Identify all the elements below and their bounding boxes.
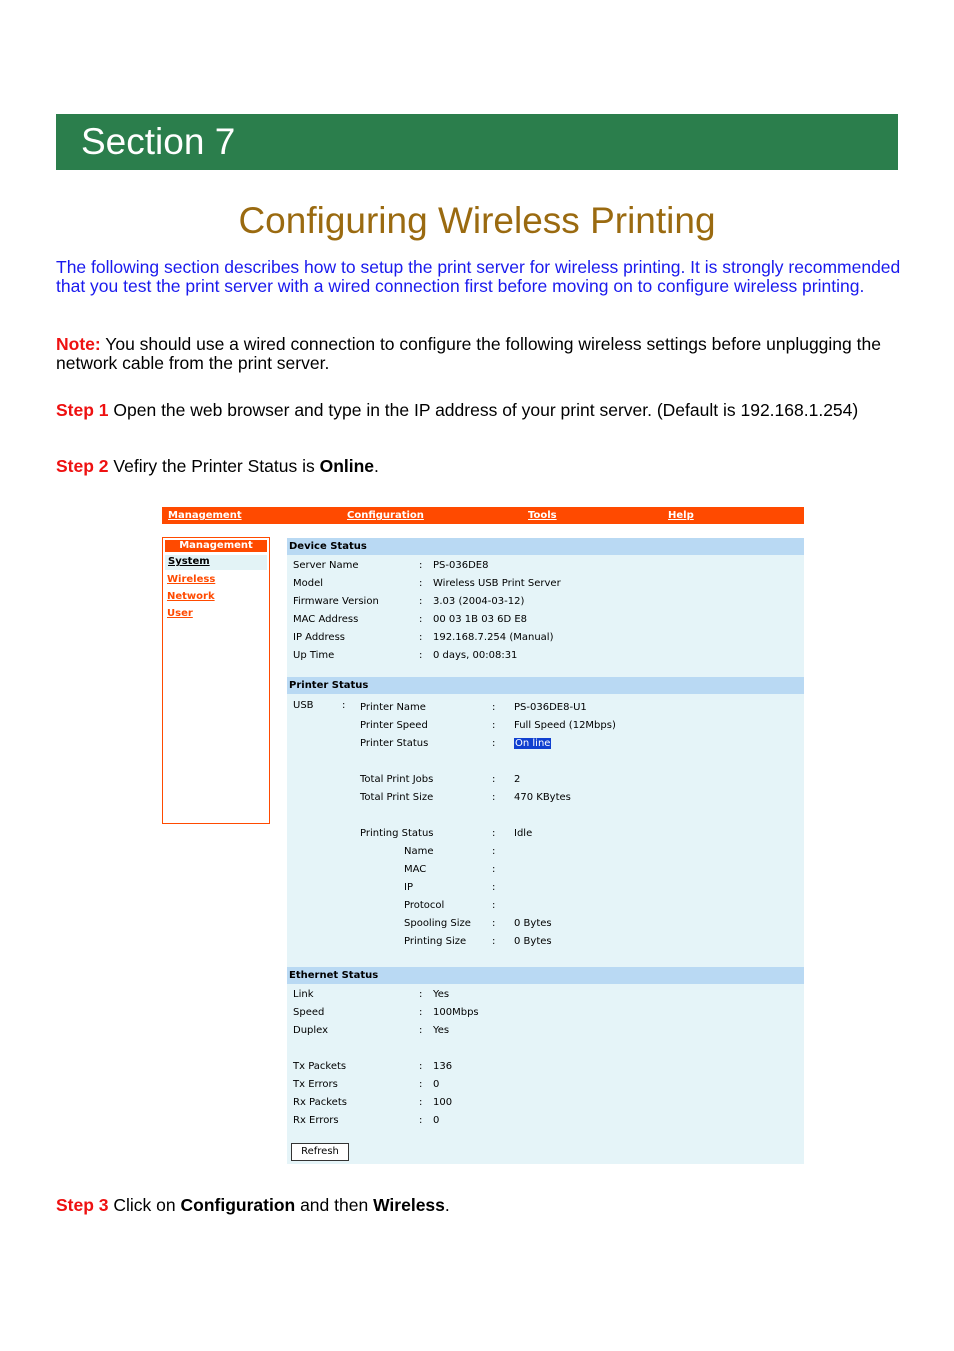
- sidebar-header: Management: [165, 540, 267, 552]
- nav-management[interactable]: Management: [168, 510, 242, 521]
- device-sep: :: [419, 614, 423, 625]
- step-3-bold-2: Wireless: [373, 1195, 445, 1215]
- step-2-end: .: [374, 456, 379, 476]
- step-1-label: Step 1: [56, 400, 109, 420]
- printing-sub-sep: :: [492, 936, 496, 947]
- printing-sub-label: Printing Size: [404, 936, 467, 947]
- step-2-label: Step 2: [56, 456, 109, 476]
- device-label: IP Address: [293, 632, 345, 643]
- printer-sep: :: [492, 792, 496, 803]
- ethernet-sep: :: [419, 1097, 423, 1108]
- ethernet-sep: :: [419, 1025, 423, 1036]
- step-3-text-2: and then: [295, 1195, 374, 1215]
- printer-value: 470 KBytes: [514, 792, 571, 803]
- step-3: [56, 1196, 906, 1215]
- device-sep: :: [419, 650, 423, 661]
- note-text: You should use a wired connection to configure the following wireless settings before unplugging the network cable from the print server.: [56, 334, 881, 373]
- ethernet-label: Rx Packets: [293, 1097, 347, 1108]
- step-1-text: Open the web browser and type in the IP address of your print server. (Default is 192.168.1.254): [108, 400, 859, 420]
- ethernet-status-header: Ethernet Status: [287, 967, 804, 984]
- ethernet-sep: :: [419, 1115, 423, 1126]
- ethernet-sep: :: [419, 1061, 423, 1072]
- device-label: Up Time: [293, 650, 335, 661]
- printing-sub-sep: :: [492, 846, 496, 857]
- step-2-bold: Online: [319, 456, 375, 476]
- device-sep: :: [419, 578, 423, 589]
- sidebar-item-system[interactable]: System: [165, 555, 267, 570]
- device-label: Model: [293, 578, 324, 589]
- section-label: Section 7: [81, 121, 236, 162]
- ethernet-label: Tx Errors: [293, 1079, 338, 1090]
- top-nav: [162, 507, 804, 524]
- sidebar-item-network[interactable]: Network: [167, 591, 215, 602]
- printer-label: Printer Name: [360, 702, 426, 713]
- printer-sep: :: [492, 702, 496, 713]
- device-value: PS-036DE8: [433, 560, 489, 571]
- online-highlight: On line: [515, 738, 551, 749]
- ethernet-label: Link: [293, 989, 314, 1000]
- ethernet-sep: :: [419, 989, 423, 1000]
- ethernet-label: Speed: [293, 1007, 325, 1018]
- ethernet-value: Yes: [433, 989, 450, 1000]
- printer-status-header: Printer Status: [287, 677, 804, 694]
- device-status-header: Device Status: [287, 538, 804, 555]
- ethernet-value: Yes: [433, 1025, 450, 1036]
- ethernet-value: 100: [433, 1097, 453, 1108]
- nav-help[interactable]: Help: [668, 510, 694, 521]
- step-2: [56, 457, 906, 476]
- ethernet-value: 136: [433, 1061, 453, 1072]
- step-1: [56, 401, 906, 420]
- printer-value: Full Speed (12Mbps): [514, 720, 616, 731]
- ethernet-label: Duplex: [293, 1025, 329, 1036]
- printer-label: Printer Speed: [360, 720, 428, 731]
- printing-sub-sep: :: [492, 918, 496, 929]
- printing-sub-sep: :: [492, 864, 496, 875]
- sidebar-item-wireless[interactable]: Wireless: [167, 574, 216, 585]
- printing-sub-sep: :: [492, 882, 496, 893]
- device-value: Wireless USB Print Server: [433, 578, 561, 589]
- device-sep: :: [419, 560, 423, 571]
- device-label: Firmware Version: [293, 596, 379, 607]
- status-panel: [287, 538, 804, 1164]
- printer-status-value: [514, 737, 551, 750]
- ethernet-value: 0: [433, 1079, 440, 1090]
- printer-sep: :: [492, 774, 496, 785]
- printing-sub-label: Spooling Size: [404, 918, 471, 929]
- printer-label: Printer Status: [360, 738, 429, 749]
- ethernet-value: 100Mbps: [433, 1007, 479, 1018]
- printer-port-label: USB: [293, 700, 314, 711]
- printer-label: Printing Status: [360, 828, 434, 839]
- ethernet-label: Rx Errors: [293, 1115, 339, 1126]
- step-3-bold-1: Configuration: [180, 1195, 296, 1215]
- device-sep: :: [419, 596, 423, 607]
- printing-sub-label: IP: [404, 882, 413, 893]
- note-label: Note:: [56, 334, 101, 354]
- note-paragraph: [56, 335, 906, 373]
- intro-paragraph: The following section describes how to setup the print server for wireless printing. It is strongly recommended that you test the print server with a wired connection first before moving on to configure wireless printing.: [56, 257, 901, 296]
- device-value: 3.03 (2004-03-12): [433, 596, 525, 607]
- device-label: MAC Address: [293, 614, 359, 625]
- page-title: Configuring Wireless Printing: [238, 200, 716, 241]
- printer-value: PS-036DE8-U1: [514, 702, 587, 713]
- printing-sub-label: Protocol: [404, 900, 445, 911]
- printing-sub-label: MAC: [404, 864, 427, 875]
- ethernet-sep: :: [419, 1079, 423, 1090]
- step-3-end: .: [444, 1195, 450, 1215]
- printing-sub-sep: :: [492, 900, 496, 911]
- refresh-button[interactable]: Refresh: [291, 1143, 349, 1161]
- step-3-label: Step 3: [56, 1195, 109, 1215]
- ethernet-sep: :: [419, 1007, 423, 1018]
- sidebar-item-user[interactable]: User: [167, 608, 193, 619]
- device-label: Server Name: [293, 560, 359, 571]
- printer-port-sep: :: [342, 700, 346, 711]
- printer-label: Total Print Size: [360, 792, 434, 803]
- device-sep: :: [419, 632, 423, 643]
- section-banner: [56, 114, 898, 170]
- printing-sub-value: 0 Bytes: [514, 936, 552, 947]
- printer-sep: :: [492, 720, 496, 731]
- printer-label: Total Print Jobs: [360, 774, 434, 785]
- device-value: 0 days, 00:08:31: [433, 650, 518, 661]
- step-2-text: Vefiry the Printer Status is: [108, 456, 320, 476]
- device-value: 00 03 1B 03 6D E8: [433, 614, 528, 625]
- nav-configuration[interactable]: Configuration: [347, 510, 424, 521]
- device-value: 192.168.7.254 (Manual): [433, 632, 554, 643]
- nav-tools[interactable]: Tools: [528, 510, 557, 521]
- printer-sep: :: [492, 738, 496, 749]
- ethernet-value: 0: [433, 1115, 440, 1126]
- printing-sub-value: 0 Bytes: [514, 918, 552, 929]
- printer-value: Idle: [514, 828, 533, 839]
- sidebar: [162, 537, 270, 824]
- step-3-text-1: Click on: [108, 1195, 181, 1215]
- printer-value: 2: [514, 774, 521, 785]
- printing-sub-label: Name: [404, 846, 434, 857]
- printer-sep: :: [492, 828, 496, 839]
- ethernet-label: Tx Packets: [293, 1061, 347, 1072]
